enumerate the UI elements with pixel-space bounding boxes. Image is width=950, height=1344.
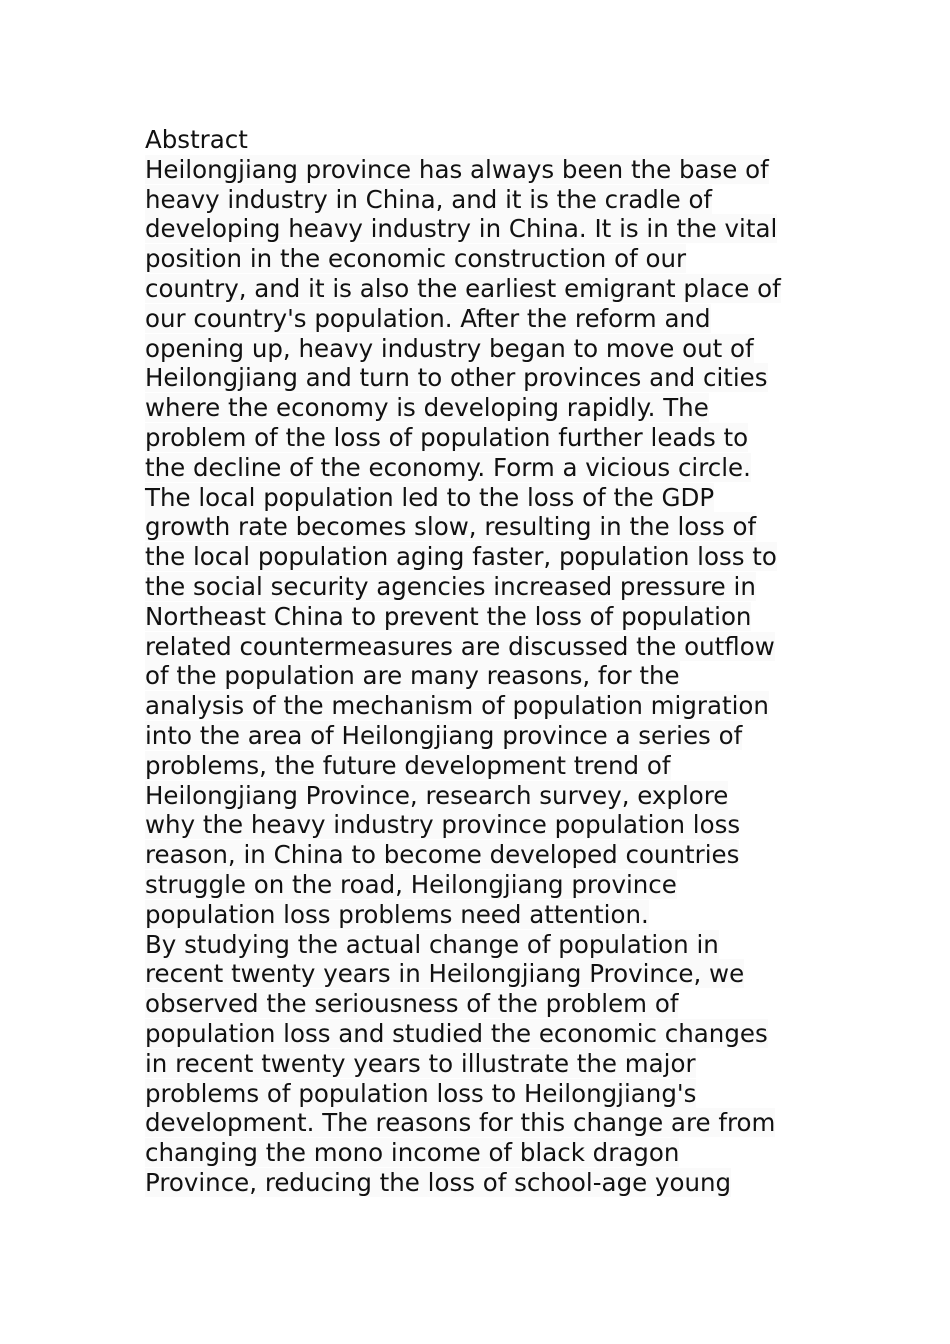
text-line: By studying the actual change of population in xyxy=(145,929,719,959)
text-line: reason, in China to become developed countries xyxy=(145,840,740,870)
text-line: heavy industry in China, and it is the cradle of xyxy=(145,184,713,214)
text-line: where the economy is developing rapidly. The xyxy=(145,393,709,423)
text-line: into the area of Heilongjiang province a series of xyxy=(145,720,743,750)
text-line: changing the mono income of black dragon xyxy=(145,1138,680,1168)
text-line: population loss problems need attention. xyxy=(145,899,649,929)
abstract-body xyxy=(145,155,815,1198)
text-line: problems of population loss to Heilongjiang's xyxy=(145,1078,697,1108)
text-line: why the heavy industry province population loss xyxy=(145,810,741,840)
text-line: growth rate becomes slow, resulting in the loss of xyxy=(145,512,757,542)
text-line: country, and it is also the earliest emigrant place of xyxy=(145,273,781,303)
text-line: related countermeasures are discussed the outflow xyxy=(145,631,775,661)
text-line: struggle on the road, Heilongjiang province xyxy=(145,869,677,899)
text-line: the local population aging faster, population loss to xyxy=(145,542,777,572)
text-line: developing heavy industry in China. It is in the vital xyxy=(145,214,778,244)
text-line: the social security agencies increased pressure in xyxy=(145,571,756,601)
text-line: in recent twenty years to illustrate the major xyxy=(145,1048,696,1078)
text-line: opening up, heavy industry began to move out of xyxy=(145,333,754,363)
text-line: observed the seriousness of the problem of xyxy=(145,989,679,1019)
text-line: analysis of the mechanism of population migration xyxy=(145,691,769,721)
text-line: Northeast China to prevent the loss of population xyxy=(145,601,752,631)
text-line: The local population led to the loss of the GDP xyxy=(145,482,715,512)
text-line: Heilongjiang Province, research survey, explore xyxy=(145,780,729,810)
text-line: our country's population. After the reform and xyxy=(145,303,711,333)
text-line: of the population are many reasons, for the xyxy=(145,661,680,691)
text-line: Heilongjiang province has always been the base of xyxy=(145,154,769,184)
abstract-heading: Abstract xyxy=(145,125,248,154)
text-line: development. The reasons for this change are from xyxy=(145,1108,776,1138)
text-line: position in the economic construction of our xyxy=(145,244,687,274)
abstract-page xyxy=(145,125,815,1198)
text-line: Province, reducing the loss of school-age young xyxy=(145,1167,732,1197)
text-line: recent twenty years in Heilongjiang Province, we xyxy=(145,959,745,989)
text-line: population loss and studied the economic changes xyxy=(145,1018,768,1048)
text-line: Heilongjiang and turn to other provinces and cities xyxy=(145,363,768,393)
text-line: problems, the future development trend of xyxy=(145,750,671,780)
text-line: the decline of the economy. Form a vicious circle. xyxy=(145,452,751,482)
text-line: problem of the loss of population further leads to xyxy=(145,422,749,452)
